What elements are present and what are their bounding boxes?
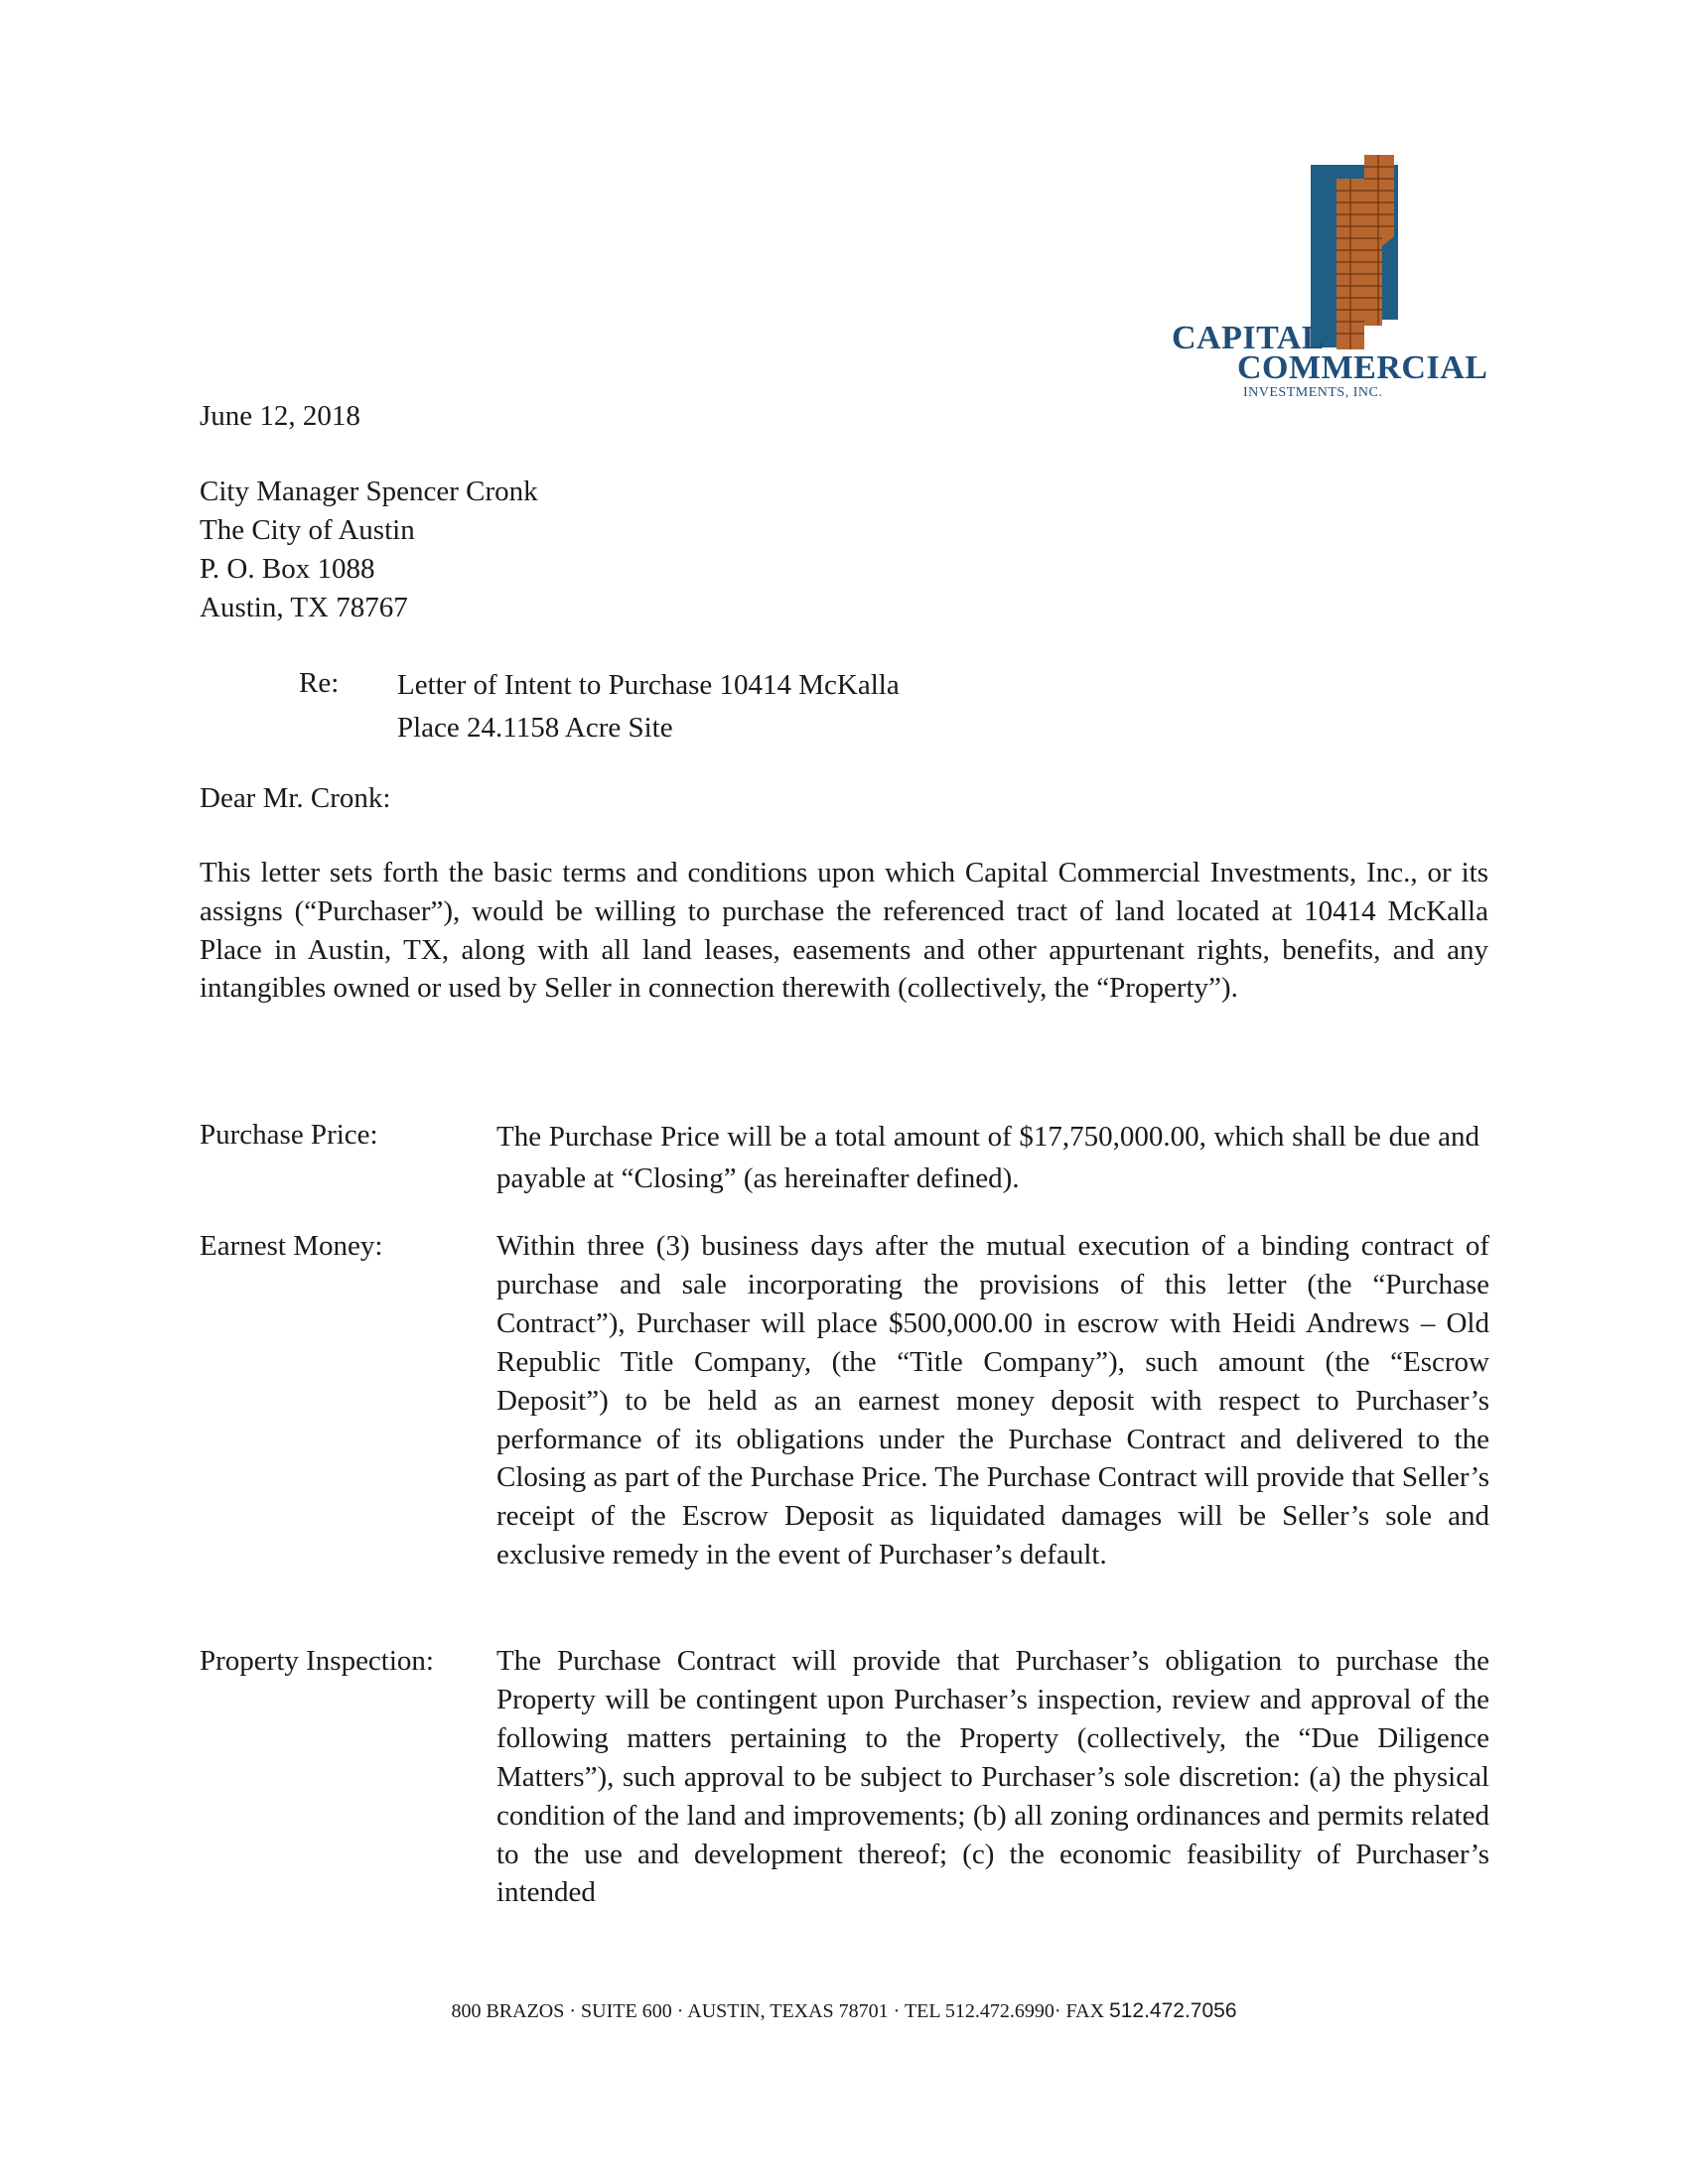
letterhead-footer [0, 1996, 1688, 2026]
term-label-purchase-price: Purchase Price: [200, 1119, 378, 1151]
recipient-address [200, 473, 538, 627]
re-subject-line: Place 24.1158 Acre Site [397, 712, 673, 744]
re-subject [397, 664, 900, 750]
footer-address: 800 BRAZOS · SUITE 600 · AUSTIN, TEXAS 78701 · TEL 512.472.6990· FAX [451, 2000, 1110, 2022]
logo-line-capital: CAPITAL [1172, 320, 1325, 356]
recipient-line: The City of Austin [200, 514, 415, 546]
intro-paragraph: This letter sets forth the basic terms and conditions upon which Capital Commercial Investments, Inc., or its assigns (“Purchaser”), would be willing to purchase the referenced tract of land located at 10414 McKalla Place in Austin, TX, along with all land leases, easements and other appurtenant rights, benefits, and any intangibles owned or used by Seller in connection therewith (collectively, the “Property”). [200, 857, 1488, 1005]
recipient-line: Austin, TX 78767 [200, 592, 408, 623]
recipient-line: City Manager Spencer Cronk [200, 476, 538, 507]
logo-line-investments: INVESTMENTS, INC. [1243, 385, 1383, 400]
company-logo [1170, 151, 1488, 409]
term-text-property-inspection: The Purchase Contract will provide that Purchaser’s obligation to purchase the Property will be contingent upon Purchaser’s inspection, review and approval of the following matters pertaining to the Property (collectively, the “Due Diligence Matters”), such approval to be subject to Purchaser’s sole discretion: (a) the physical condition of the land and improvements; (b) all zoning ordinances and permits related to the use and development thereof; (c) the economic feasibility of Purchaser’s intended [496, 1645, 1489, 1909]
footer-fax-number: 512.472.7056 [1109, 1999, 1237, 2022]
term-text-purchase-price: The Purchase Price will be a total amount of $17,750,000.00, which shall be due and payable at “Closing” (as hereinafter defined). [496, 1121, 1479, 1194]
re-subject-line: Letter of Intent to Purchase 10414 McKalla [397, 669, 900, 701]
term-label-property-inspection: Property Inspection: [200, 1645, 434, 1677]
salutation: Dear Mr. Cronk: [200, 782, 391, 814]
term-text-earnest-money: Within three (3) business days after the mutual execution of a binding contract of purchase and sale incorporating the provisions of this letter (the “Purchase Contract”), Purchaser will place $500,000.00 in escrow with Heidi Andrews – Old Republic Title Company, (the “Title Company”), such amount (the “Escrow Deposit”) to be held as an earnest money deposit with respect to Purchaser’s performance of its obligations under the Purchase Contract and delivered to the Closing as part of the Purchase Price. The Purchase Contract will provide that Seller’s receipt of the Escrow Deposit as liquidated damages will be Seller’s sole and exclusive remedy in the event of Purchaser’s default. [496, 1230, 1489, 1571]
letter-date: June 12, 2018 [200, 400, 360, 432]
logo-line-commercial: COMMERCIAL [1237, 349, 1488, 386]
term-label-earnest-money: Earnest Money: [200, 1230, 383, 1262]
recipient-line: P. O. Box 1088 [200, 553, 375, 585]
re-label: Re: [299, 667, 340, 699]
